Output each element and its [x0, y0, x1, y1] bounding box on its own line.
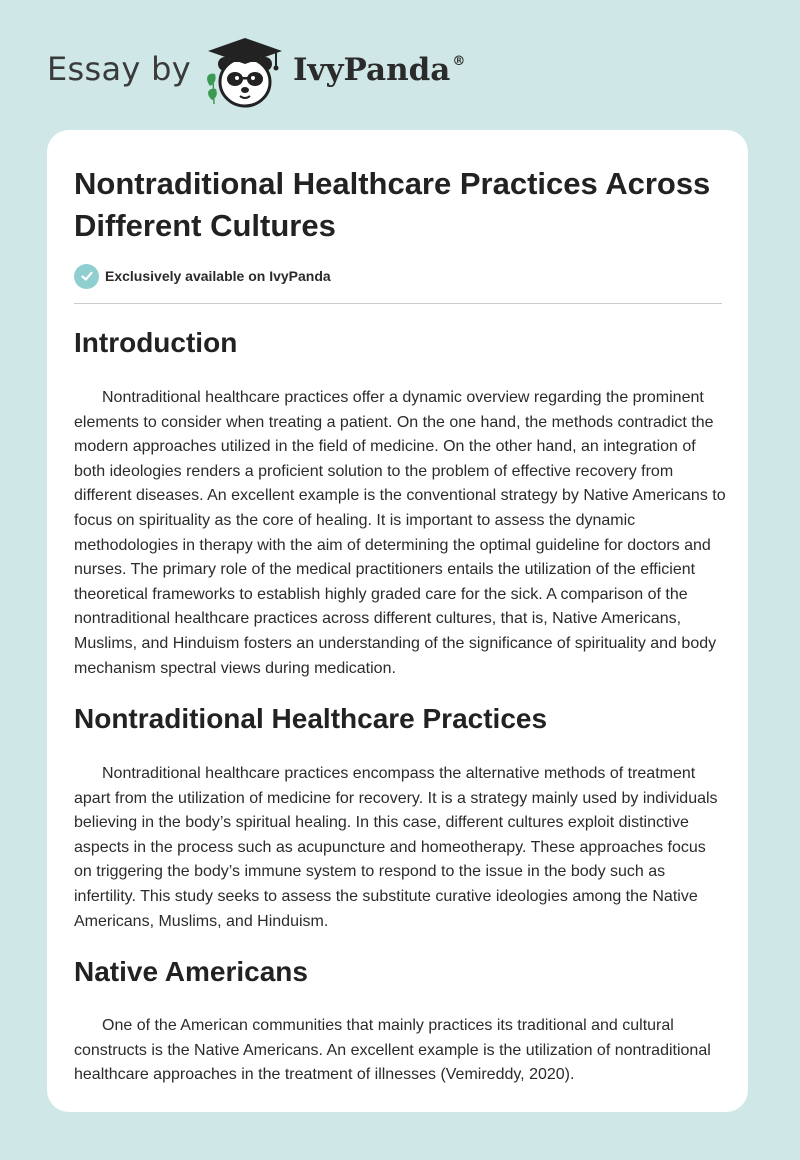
essay-title: Nontraditional Healthcare Practices Across Different Cultures [74, 166, 711, 243]
section-body-introduction: Nontraditional healthcare practices offer a dynamic overview regarding the prominent elements to consider when treating a patient. On the one hand, the methods contradict the modern approaches utilized in the field of medicine. On the other hand, an integration of both ideologies renders a proficient solution to the problem of effective recovery from different diseases. An excellent example is the conventional strategy by Native Americans to focus on spirituality as the core of healing. It is important to assess the dynamic methodologies in therapy with the aim of determining the optimal guideline for doctors and nurses. The primary role of the medical practitioners entails the utilization of the efficient theoretical frameworks to establish highly graded care for the sick. A comparison of the nontraditional healthcare practices across different cultures, that is, Native Americans, Muslims, and Hinduism fosters an understanding of the significance of spirituality and body mechanism spectral views during medication. [74, 389, 726, 677]
ivypanda-brand-name[interactable] [293, 52, 465, 88]
essay-card [47, 130, 748, 1112]
exclusive-badge [74, 263, 331, 289]
check-circle-icon [74, 264, 99, 289]
title-divider [74, 303, 722, 304]
section-body-native-americans: One of the American communities that mainly practices its traditional and cultural constructs is the Native Americans. An excellent example is the utilization of nontraditional healthcare approaches in the treatment of illnesses (Vemireddy, 2020). [74, 1017, 711, 1084]
ivypanda-logo-icon[interactable] [202, 34, 288, 110]
brand-text: IvyPanda [293, 52, 451, 88]
site-header [0, 0, 800, 130]
exclusive-badge-text: Exclusively available on IvyPanda [105, 268, 331, 284]
registered-mark: ® [452, 53, 466, 69]
section-body-nontraditional-practices: Nontraditional healthcare practices encompass the alternative methods of treatment apart from the utilization of medicine for recovery. It is a strategy mainly used by individuals believing in the body’s spiritual healing. In this case, different cultures exploit distinctive aspects in the process such as acupuncture and homeotherapy. These approaches focus on triggering the body’s immune system to respond to the issue in the body such as infertility. This study seeks to assess the substitute curative ideologies among the Native Americans, Muslims, and Hinduism. [74, 765, 718, 930]
section-heading-native-americans: Native Americans [74, 956, 308, 987]
essay-by-label: Essay by [47, 50, 191, 88]
section-heading-introduction: Introduction [74, 327, 238, 358]
section-heading-nontraditional-practices: Nontraditional Healthcare Practices [74, 703, 548, 734]
